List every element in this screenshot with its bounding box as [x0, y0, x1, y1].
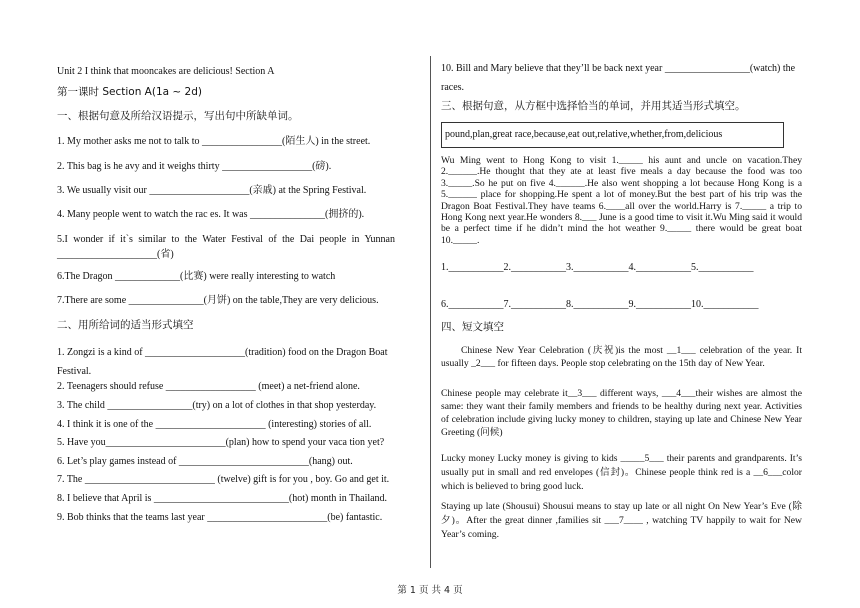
part2-item: 9. Bob thinks that the teams last year ________________________(be) fantastic.: [57, 512, 383, 523]
part2-item: 7. The __________________________ (twelve) gift is for you , boy. Go and get it.: [57, 474, 390, 485]
lesson-title: 第一课时 Section A(1a ~ 2d): [57, 86, 202, 98]
part2-item-10: 10. Bill and Mary believe that they’ll be back next year _________________(watch) the races.: [441, 63, 796, 93]
unit-title: Unit 2 I think that mooncakes are delicious! Section A: [57, 66, 275, 77]
cloze-paragraph: Staying up late (Shousui) Shousui means to stay up late or all night On New Year’s Eve (除夕)。After the great dinner ,families sit ___7____ , watching TV happily to wait for New Year’s coming.: [441, 501, 802, 540]
cloze-paragraph: Lucky money Lucky money is giving to kids _____5___ their parents and grandparents. It’s usually put in small and red envelopes (信封)。Chinese people think red is a __6___color which is believed to bring good luck.: [441, 453, 802, 492]
part2-item: 3. The child _________________(try) on a lot of clothes in that shop yesterday.: [57, 400, 377, 411]
answer-row: 1.___________2.___________3.___________4.___________5.___________: [441, 262, 754, 273]
part2-item: 8. I believe that April is ___________________________(hot) month in Thailand.: [57, 493, 388, 504]
part1-item: 2. This bag is he avy and it weighs thirty __________________(磅).: [57, 161, 332, 172]
part3-passage: Wu Ming went to Hong Kong to visit 1._____ his aunt and uncle on vacation.They 2.______.He thought that they ate at least five meals a day because the food was too 3._____.So he put on five 4.______.He also went shopping a lot because Hong Kong is a 5.______ place for shopping.He spent a lot of money.But the best part of his trip was the Dragon Boat Festival.They have teams 6.____all over the world.Harry is 7._____ a trip to Hong Kong next year.He wonders 8.___ June is a good time to visit it.Wu Ming said it would be a perfect time if he didn’t mind the hot weather 9._____ there would be great boat 10._____.: [441, 155, 802, 246]
part1-heading: 一、根据句意及所给汉语提示，写出句中所缺单词。: [57, 110, 299, 122]
part2-item: 2. Teenagers should refuse __________________ (meet) a net-friend alone.: [57, 381, 360, 392]
part1-item: 3. We usually visit our ____________________(亲戚) at the Spring Festival.: [57, 185, 367, 196]
page-footer: 第 1 页 共 4 页: [397, 585, 463, 596]
part1-item: 7.There are some _______________(月饼) on the table,They are very delicious.: [57, 295, 379, 306]
part1-item: 5.I wonder if it`s similar to the Water Festival of the Dai people in Yunnan ____________________(省): [57, 234, 395, 260]
part1-item: 4. Many people went to watch the rac es. It was _______________(拥挤的).: [57, 209, 365, 220]
part2-heading: 二、用所给词的适当形式填空: [57, 319, 194, 331]
word-box: pound,plan,great race,because,eat out,relative,whether,from,delicious: [441, 122, 784, 148]
answer-row: 6.___________7.___________8.___________9.___________10.___________: [441, 299, 759, 310]
cloze-paragraph: Chinese New Year Celebration (庆祝)is the most __1___ celebration of the year. It usually _2___ for fifteen days. People stop celebrating on the 15th day of New Year.: [441, 345, 802, 369]
column-divider: [430, 56, 431, 568]
part2-item: 1. Zongzi is a kind of ____________________(tradition) food on the Dragon Boat Festival.: [57, 347, 388, 377]
cloze-paragraph: Chinese people may celebrate it__3___ different ways, ___4___their wishes are almost the same: they want their family members and friends to be healthy during next year. Activities of celebration include giving lucky money to children, staying up late and Chinese New Year Greeting (问候): [441, 388, 802, 438]
part4-heading: 四、短文填空: [441, 321, 504, 333]
part3-heading: 三、根据句意，从方框中选择恰当的单词，并用其适当形式填空。: [441, 100, 746, 112]
part2-item: 4. I think it is one of the ______________________ (interesting) stories of all.: [57, 419, 372, 430]
part1-item: 1. My mother asks me not to talk to ________________(陌生人) in the street.: [57, 136, 371, 147]
part2-item: 5. Have you________________________(plan) how to spend your vaca tion yet?: [57, 437, 385, 448]
part1-item: 6.The Dragon _____________(比赛) were really interesting to watch: [57, 271, 336, 282]
part2-item: 6. Let’s play games instead of __________________________(hang) out.: [57, 456, 353, 467]
